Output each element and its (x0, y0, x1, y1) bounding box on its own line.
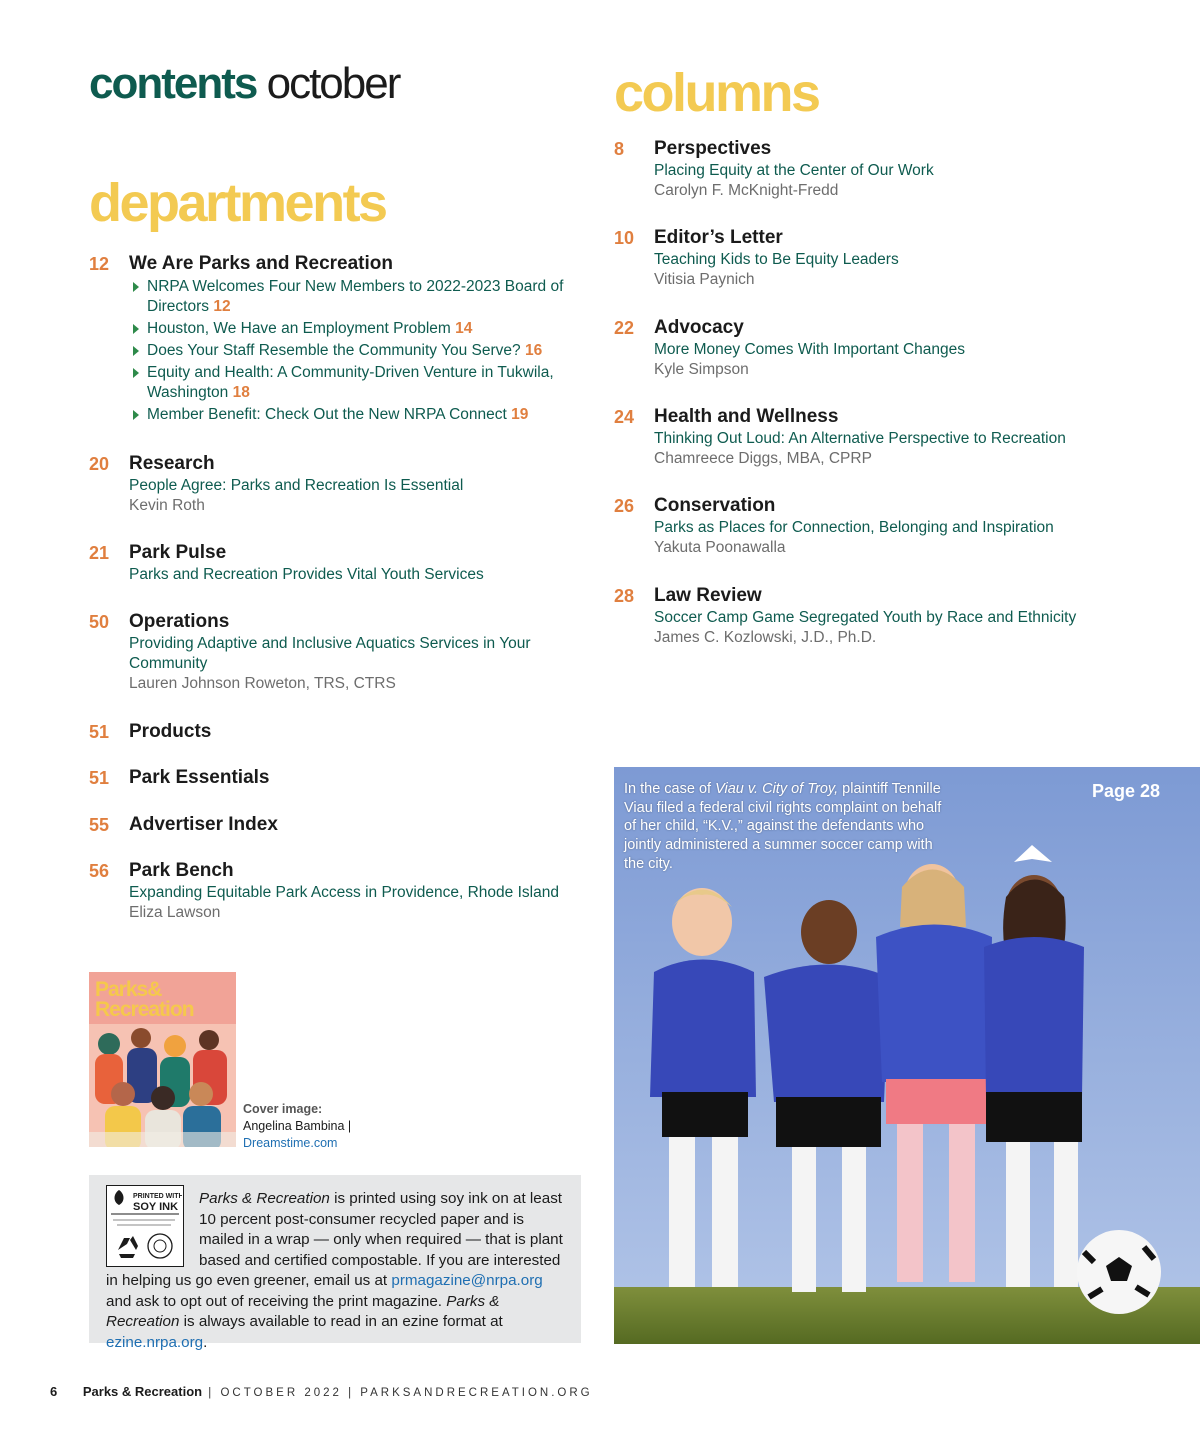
photo-caption: In the case of Viau v. City of Troy, plaintiff Tennille Viau filed a federal civil rights complaint on behalf of her child, “K.V.,” against the defendants who jointly administered a summer soccer camp with the city. (624, 781, 942, 872)
section-title: We Are Parks and Recreation (129, 253, 393, 274)
section-title: Perspectives (654, 138, 772, 159)
cover-masthead: Parks& Recreation (95, 978, 194, 1021)
soy-ink-text: Parks & Recreation is printed using soy ink on at least 10 percent post-consumer recycled paper and is mailed in a wrap — only when required — that is plant based and certified compostable. If you are interested in helping us go even greener, email us at prmagazine@nrpa.org and ask to opt out of receiving the print magazine. Parks & Recreation is always available to read in an ezine format at ezine.nrpa.org. (106, 1190, 563, 1351)
soy-ink-notice (89, 1175, 581, 1351)
columns-heading: columns (614, 63, 819, 123)
photo-page-ref[interactable]: Page 28 (1091, 781, 1160, 801)
section-title: Research (129, 453, 215, 474)
article-item[interactable]: Does Your Staff Resemble the Community You Serve? 16 (129, 341, 589, 361)
page-number: 12 (89, 254, 110, 274)
cover-caption-label: Cover image: (243, 1102, 323, 1116)
page-number: 22 (614, 318, 635, 338)
article-item[interactable]: Member Benefit: Check Out the New NRPA Connect 19 (129, 405, 589, 425)
month-word: october (266, 59, 400, 108)
footer-magazine-name: Parks & Recreation (82, 1384, 203, 1399)
svg-text:SOY INK: SOY INK (133, 1201, 179, 1213)
article-subtitle: Soccer Camp Game Segregated Youth by Race and Ethnicity (654, 609, 1077, 626)
section-title: Editor’s Letter (654, 227, 783, 248)
cover-credit-link[interactable]: Dreamstime.com (243, 1136, 338, 1150)
article-item[interactable]: Houston, We Have an Employment Problem 14 (129, 319, 589, 339)
page-number: 51 (89, 722, 110, 742)
article-subtitle: Providing Adaptive and Inclusive Aquatics Services in Your Community (129, 635, 531, 672)
page-number: 20 (89, 454, 110, 474)
cover-thumbnail[interactable] (89, 972, 236, 1147)
svg-text:PRINTED WITH: PRINTED WITH (133, 1193, 182, 1200)
article-subtitle: Thinking Out Loud: An Alternative Perspective to Recreation (654, 430, 1066, 447)
author: Kevin Roth (129, 497, 205, 514)
page-number: 28 (614, 586, 635, 606)
article-item[interactable]: NRPA Welcomes Four New Members to 2022-2023 Board of Directors 12 (129, 277, 589, 317)
page-number: 55 (89, 815, 110, 835)
page-number: 51 (89, 768, 110, 788)
page-number: 50 (89, 612, 110, 632)
section-title: Products (129, 721, 212, 742)
page-number: 8 (614, 139, 625, 159)
article-subtitle: Expanding Equitable Park Access in Providence, Rhode Island (129, 884, 559, 901)
article-subtitle: Parks and Recreation Provides Vital Youth Services (129, 566, 484, 583)
author: James C. Kozlowski, J.D., Ph.D. (654, 629, 877, 646)
cover-credit: Angelina Bambina | (243, 1119, 352, 1133)
article-subtitle: People Agree: Parks and Recreation Is Essential (129, 477, 464, 494)
bullet-triangle-icon (133, 410, 139, 420)
author: Chamreece Diggs, MBA, CPRP (654, 450, 872, 467)
section-title: Advertiser Index (129, 814, 278, 835)
article-list (129, 277, 589, 427)
author: Lauren Johnson Roweton, TRS, CTRS (129, 675, 396, 692)
page-number: 21 (89, 543, 110, 563)
section-title: Advocacy (654, 317, 744, 338)
bullet-triangle-icon (133, 368, 139, 378)
page-footer (50, 1384, 593, 1401)
feature-photo (614, 767, 1200, 1344)
departments-heading: departments (89, 173, 386, 233)
bullet-triangle-icon (133, 346, 139, 356)
bullet-triangle-icon (133, 282, 139, 292)
section-title: Park Essentials (129, 767, 270, 788)
page-number: 56 (89, 861, 110, 881)
author: Kyle Simpson (654, 361, 749, 378)
page-number: 24 (614, 407, 635, 427)
page-number: 26 (614, 496, 635, 516)
contents-word: contents (89, 59, 257, 108)
email-link[interactable]: prmagazine@nrpa.org (391, 1272, 543, 1289)
cover-caption (243, 1101, 351, 1152)
author: Vitisia Paynich (654, 271, 755, 288)
page-heading (89, 59, 400, 108)
article-subtitle: More Money Comes With Important Changes (654, 341, 965, 358)
section-title: Park Pulse (129, 542, 227, 563)
bullet-triangle-icon (133, 324, 139, 334)
footer-page-number: 6 (50, 1384, 58, 1399)
author: Yakuta Poonawalla (654, 539, 786, 556)
article-subtitle: Placing Equity at the Center of Our Work (654, 162, 934, 179)
cover-illustration (89, 1024, 236, 1147)
section-title: Health and Wellness (654, 406, 839, 427)
article-item[interactable]: Equity and Health: A Community-Driven Venture in Tukwila, Washington 18 (129, 363, 589, 403)
article-subtitle: Teaching Kids to Be Equity Leaders (654, 251, 899, 268)
page-number: 10 (614, 228, 635, 248)
section-title: Law Review (654, 585, 762, 606)
author: Carolyn F. McKnight-Fredd (654, 182, 839, 199)
section-title: Park Bench (129, 860, 234, 881)
author: Eliza Lawson (129, 904, 221, 921)
ezine-link[interactable]: ezine.nrpa.org (106, 1333, 204, 1351)
footer-issue-url: | OCTOBER 2022 | PARKSANDRECREATION.ORG (202, 1387, 593, 1399)
section-title: Conservation (654, 495, 776, 516)
section-title: Operations (129, 611, 230, 632)
article-subtitle: Parks as Places for Connection, Belonging and Inspiration (654, 519, 1054, 536)
